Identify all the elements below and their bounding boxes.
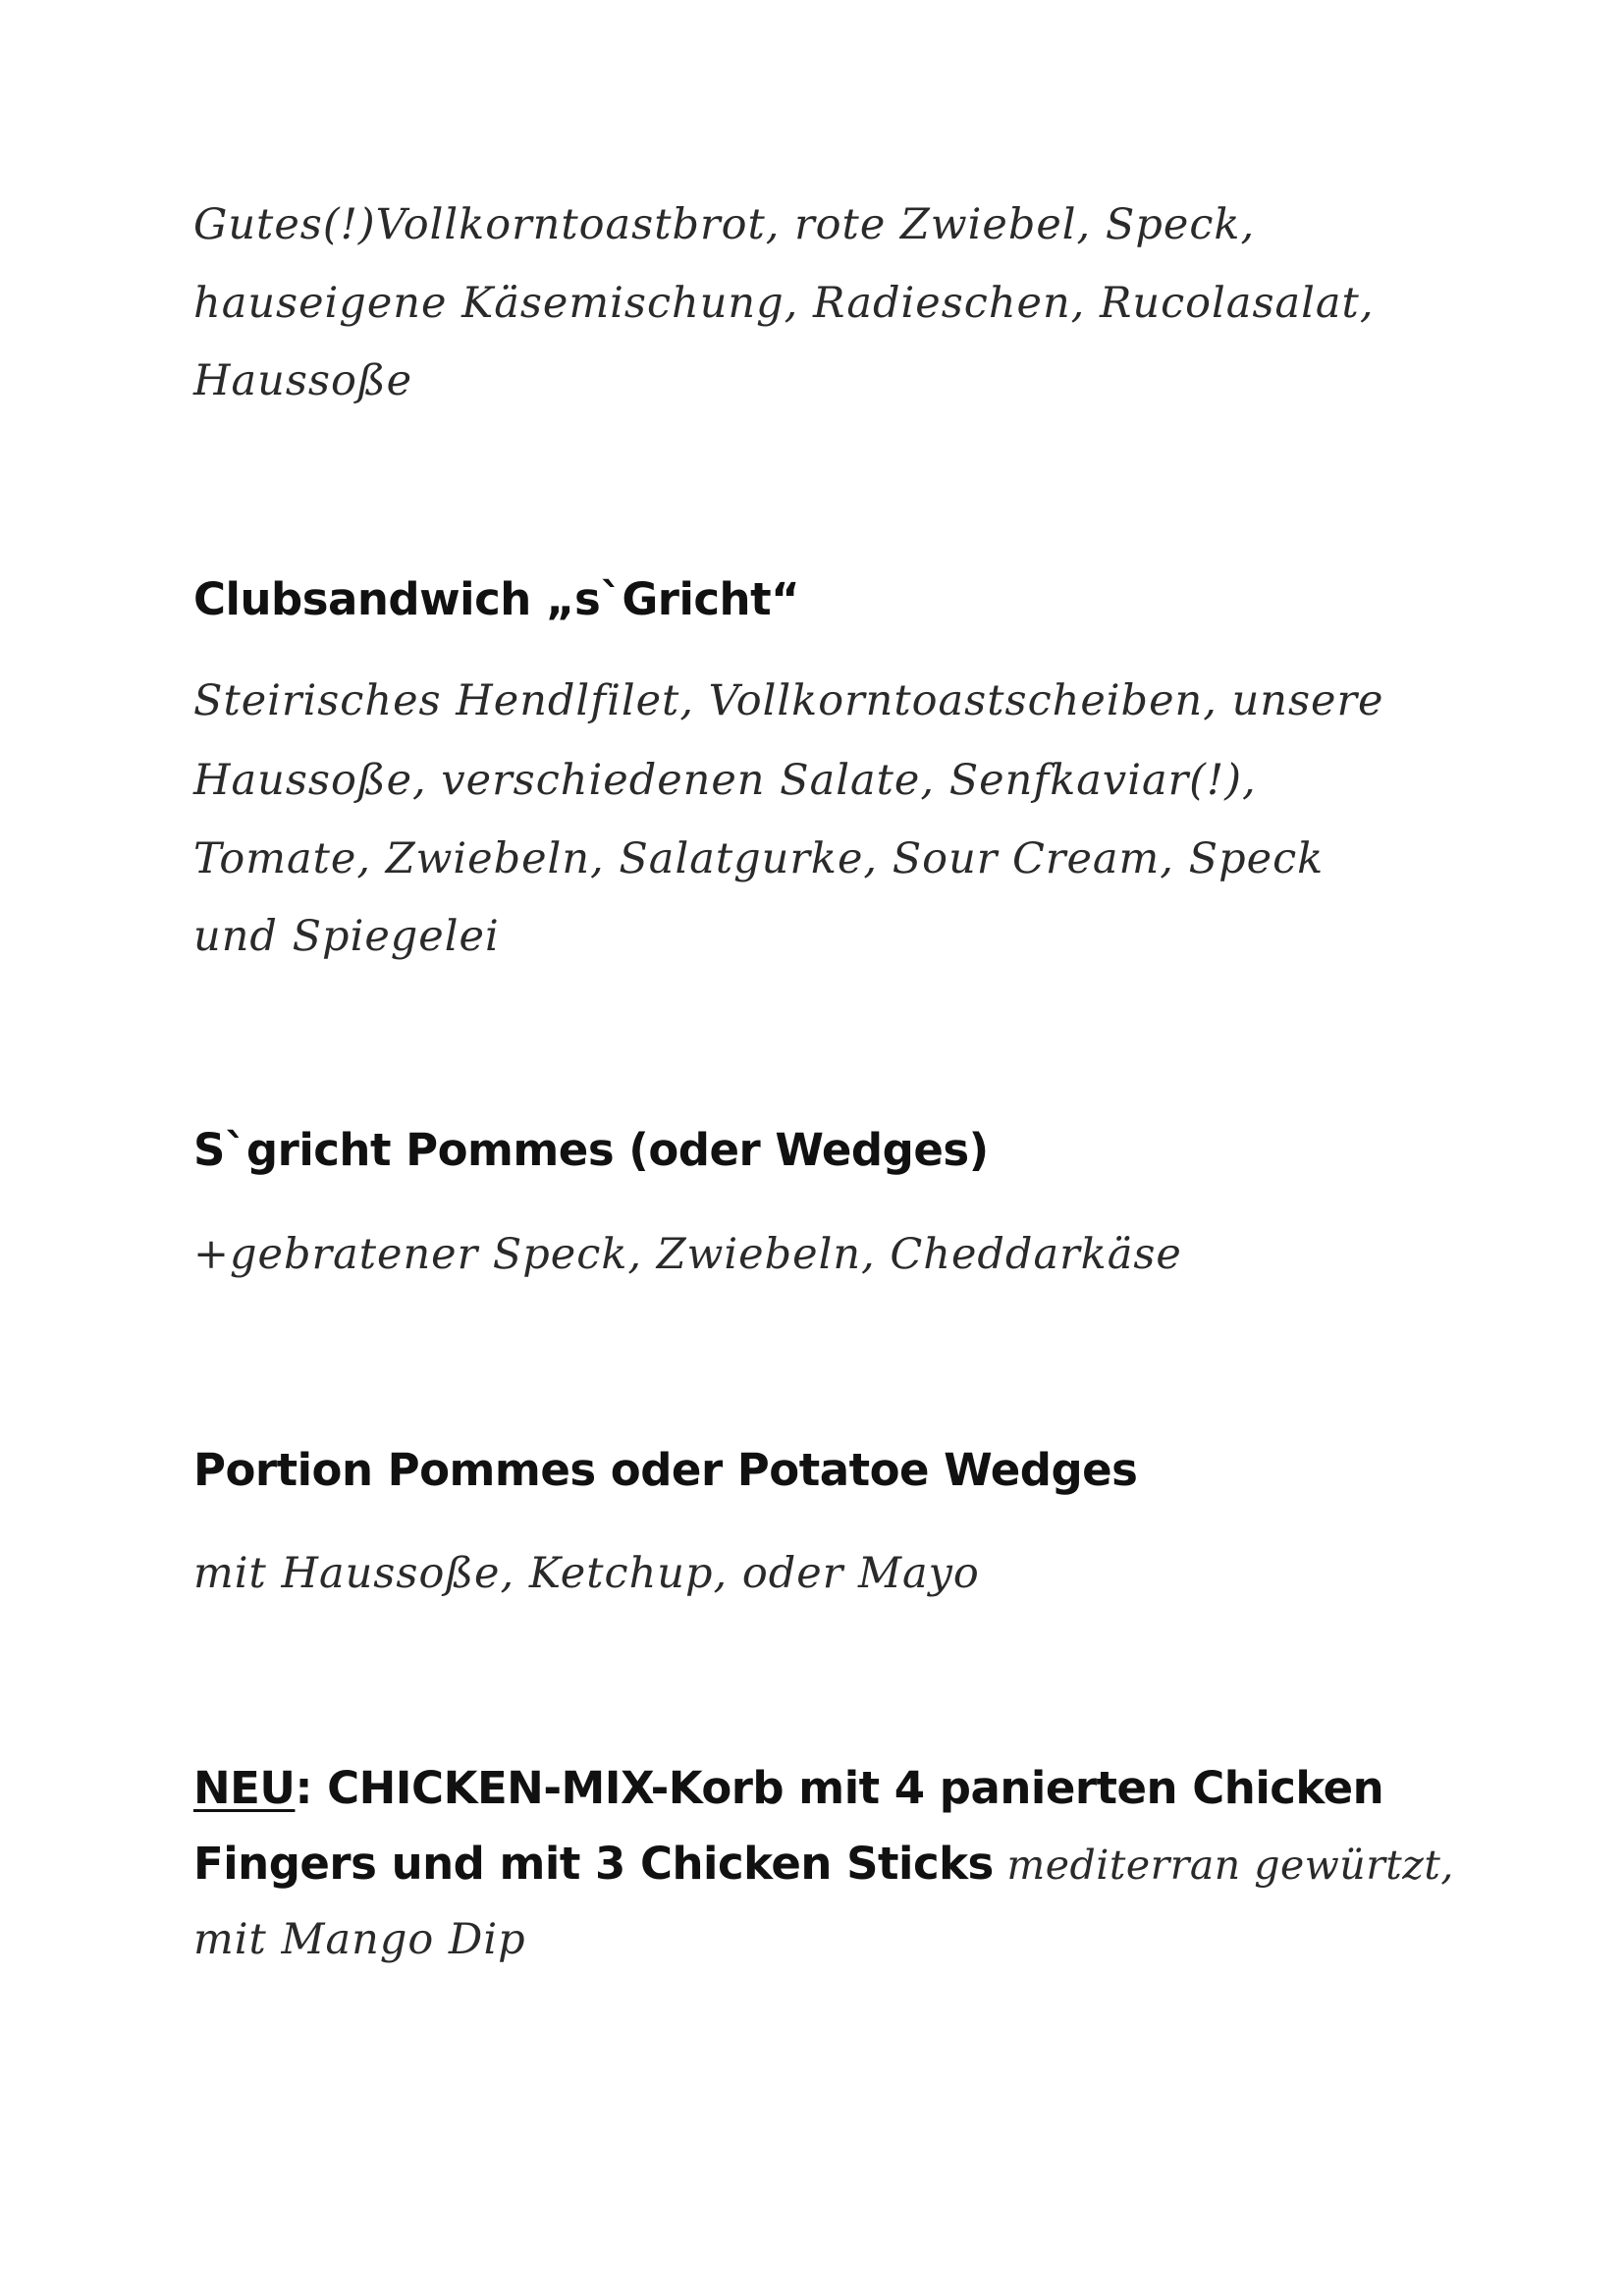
portion-pommes-title: Portion Pommes oder Potatoe Wedges [193,1444,1138,1496]
clubsandwich-line-4: und Spiegelei [193,912,500,961]
chicken-mix-title-rest: : CHICKEN-MIX-Korb mit 4 panierten Chicken [295,1762,1384,1814]
clubsandwich-line-3: Tomate, Zwiebeln, Salatgurke, Sour Cream, Speck [193,834,1325,883]
clubsandwich-line-2: Haussoße, verschiedenen Salate, Senfkaviar(!), [193,756,1257,805]
chicken-mix-title-line-2 [193,1838,1454,1890]
chicken-mix-line-3: mit Mango Dip [193,1915,526,1964]
sgricht-pommes-title: S`gricht Pommes (oder Wedges) [193,1124,989,1176]
intro-line-3: Haussoße [193,356,413,405]
chicken-mix-title-2: Fingers und mit 3 Chicken Sticks [193,1838,994,1890]
clubsandwich-line-1: Steirisches Hendlfilet, Vollkorntoastscheiben, unsere [193,676,1384,725]
chicken-mix-desc-inline: mediterran gewürtzt, [993,1842,1454,1889]
neu-label: NEU [193,1762,296,1814]
sgricht-pommes-line-1: +gebratener Speck, Zwiebeln, Cheddarkäse [193,1230,1182,1279]
intro-line-1: Gutes(!)Vollkorntoastbrot, rote Zwiebel, Speck, [193,200,1256,249]
clubsandwich-title: Clubsandwich „s`Gricht“ [193,573,800,625]
chicken-mix-title-line-1 [193,1762,1384,1814]
intro-line-2: hauseigene Käsemischung, Radieschen, Rucolasalat, [193,279,1375,328]
portion-pommes-line-1: mit Haussoße, Ketchup, oder Mayo [193,1549,980,1598]
